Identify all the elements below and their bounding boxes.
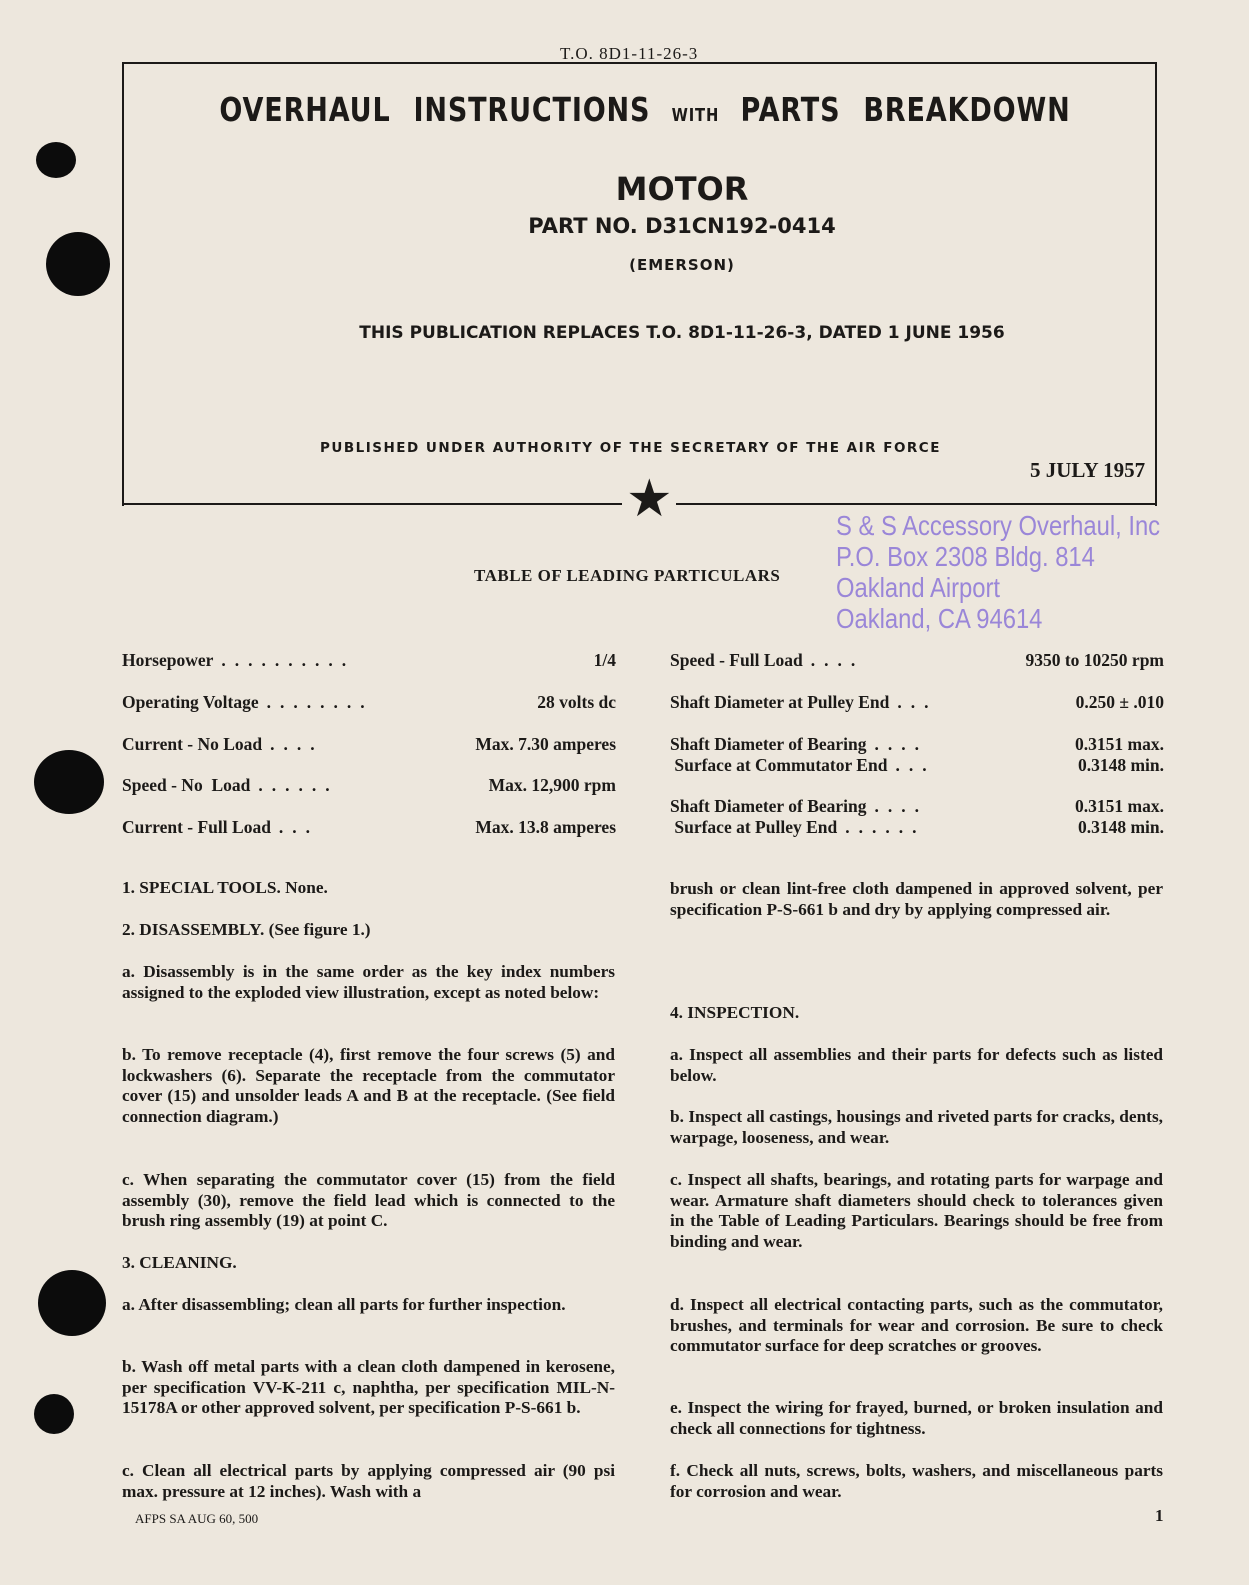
label: Speed - No Load: [122, 775, 251, 795]
publication-date: 5 JULY 1957: [1030, 458, 1146, 482]
section-heading: 3. CLEANING.: [122, 1253, 237, 1272]
title-word: PARTS: [740, 90, 841, 129]
part-number: PART NO. D31CN192-0414: [528, 214, 836, 238]
label: Surface at Pulley End: [670, 817, 838, 837]
paragraph: e. Inspect the wiring for frayed, burned, or broken insulation and check all connections for tightness.: [670, 1398, 1163, 1438]
paragraph: a. Inspect all assemblies and their parts for defects such as listed below.: [670, 1045, 1163, 1085]
particular-row: Shaft Diameter at Pulley End ... 0.250 ± .010: [670, 692, 1164, 712]
divider: [676, 503, 1156, 505]
binder-hole: [38, 1270, 106, 1336]
particular-row: Operating Voltage ........ 28 volts dc: [122, 692, 616, 712]
paragraph: b. Wash off metal parts with a clean cloth dampened in kerosene, per specification VV-K-211 c, naphtha, per specification MIL-N-15178A or other approved solvent, per specification P-S-661 b.: [122, 1357, 615, 1418]
paragraph: a. After disassembling; clean all parts for further inspection.: [122, 1295, 566, 1314]
binder-hole: [34, 1394, 74, 1434]
label: Horsepower: [122, 650, 214, 670]
label: Shaft Diameter at Pulley End: [670, 692, 890, 712]
value: 0.3148 min.: [1077, 817, 1164, 837]
printer-note: AFPS SA AUG 60, 500: [135, 1511, 259, 1526]
value: 0.250 ± .010: [1075, 692, 1164, 712]
particular-row: Shaft Diameter of Bearing .... 0.3151 max.: [670, 734, 1164, 754]
label: Current - No Load: [122, 734, 263, 754]
paragraph: c. Inspect all shafts, bearings, and rotating parts for warpage and wear. Armature shaft diameters should check to tolerances given in the Table of Leading Particulars. Bearings should be free from binding and wear.: [670, 1170, 1163, 1252]
label: Surface at Commutator End: [670, 755, 888, 775]
star-icon: ★: [626, 471, 673, 528]
stamp-line: S & S Accessory Overhaul, Inc: [836, 510, 1161, 541]
paragraph: d. Inspect all electrical contacting parts, such as the commutator, brushes, and terminals for wear and corrosion. Be sure to check commutator surface for deep scratches or grooves.: [670, 1295, 1163, 1356]
label: Shaft Diameter of Bearing: [670, 734, 867, 754]
value: 28 volts dc: [537, 692, 616, 712]
particular-row: Speed - No Load ...... Max. 12,900 rpm: [122, 775, 616, 795]
paragraph: brush or clean lint-free cloth dampened in approved solvent, per specification P-S-661 b and dry by applying compressed air.: [670, 879, 1163, 919]
document-title: [116, 90, 1174, 129]
binder-hole: [46, 232, 110, 296]
value: 9350 to 10250 rpm: [1025, 650, 1164, 670]
section-heading: 1. SPECIAL TOOLS. None.: [122, 878, 328, 897]
binder-hole: [36, 142, 76, 178]
section-heading: 4. INSPECTION.: [670, 1003, 800, 1022]
value: 0.3151 max.: [1075, 734, 1164, 754]
label: Current - Full Load: [122, 817, 271, 837]
stamp-line: P.O. Box 2308 Bldg. 814: [836, 541, 1095, 572]
value: 1/4: [593, 650, 616, 670]
particular-row: Current - No Load .... Max. 7.30 amperes: [122, 734, 616, 754]
value: Max. 12,900 rpm: [488, 775, 616, 795]
to-number: T.O. 8D1-11-26-3: [560, 44, 699, 63]
title-word: BREAKDOWN: [863, 90, 1071, 129]
manufacturer: (EMERSON): [629, 256, 735, 274]
authority: PUBLISHED UNDER AUTHORITY OF THE SECRETARY OF THE AIR FORCE: [320, 440, 941, 456]
subject: MOTOR: [615, 170, 749, 208]
paragraph: a. Disassembly is in the same order as the key index numbers assigned to the exploded view illustration, except as noted below:: [122, 962, 615, 1002]
paragraph: b. Inspect all castings, housings and riveted parts for cracks, dents, warpage, looseness, and wear.: [670, 1107, 1163, 1147]
particular-row: Speed - Full Load .... 9350 to 10250 rpm: [670, 650, 1164, 670]
divider: [122, 503, 622, 505]
particular-row: Surface at Commutator End ... 0.3148 min.: [670, 755, 1164, 775]
value: Max. 13.8 amperes: [475, 817, 616, 837]
value: Max. 7.30 amperes: [475, 734, 616, 754]
section-heading: 2. DISASSEMBLY. (See figure 1.): [122, 920, 371, 939]
label: Operating Voltage: [122, 692, 259, 712]
label: Speed - Full Load: [670, 650, 803, 670]
stamp-line: Oakland Airport: [836, 572, 1001, 603]
paragraph: f. Check all nuts, screws, bolts, washers, and miscellaneous parts for corrosion and wear.: [670, 1461, 1163, 1501]
particular-row: Horsepower .......... 1/4: [122, 650, 616, 670]
title-word: WITH: [671, 105, 720, 126]
particular-row: Current - Full Load ... Max. 13.8 amperes: [122, 817, 616, 837]
company-stamp: [836, 510, 1176, 634]
page-number: 1: [1155, 1506, 1164, 1525]
value: 0.3148 min.: [1077, 755, 1164, 775]
particulars-title: TABLE OF LEADING PARTICULARS: [474, 566, 781, 585]
replaces-notice: THIS PUBLICATION REPLACES T.O. 8D1-11-26-3, DATED 1 JUNE 1956: [359, 323, 1005, 343]
label: Shaft Diameter of Bearing: [670, 796, 867, 816]
paragraph: b. To remove receptacle (4), first remove the four screws (5) and lockwashers (6). Separate the receptacle from the commutator cover (15) and unsolder leads A and B at the receptacle. (See field connection diagram.): [122, 1045, 615, 1127]
title-word: INSTRUCTIONS: [413, 90, 651, 129]
particular-row: Surface at Pulley End ...... 0.3148 min.: [670, 817, 1164, 837]
paragraph: c. When separating the commutator cover (15) from the field assembly (30), remove the field lead which is connected to the brush ring assembly (19) at point C.: [122, 1170, 615, 1231]
value: 0.3151 max.: [1075, 796, 1164, 816]
particular-row: Shaft Diameter of Bearing .... 0.3151 max.: [670, 796, 1164, 816]
title-word: OVERHAUL: [219, 90, 391, 129]
paragraph: c. Clean all electrical parts by applying compressed air (90 psi max. pressure at 12 inches). Wash with a: [122, 1461, 615, 1501]
binder-hole: [34, 750, 104, 814]
stamp-line: Oakland, CA 94614: [836, 603, 1043, 634]
